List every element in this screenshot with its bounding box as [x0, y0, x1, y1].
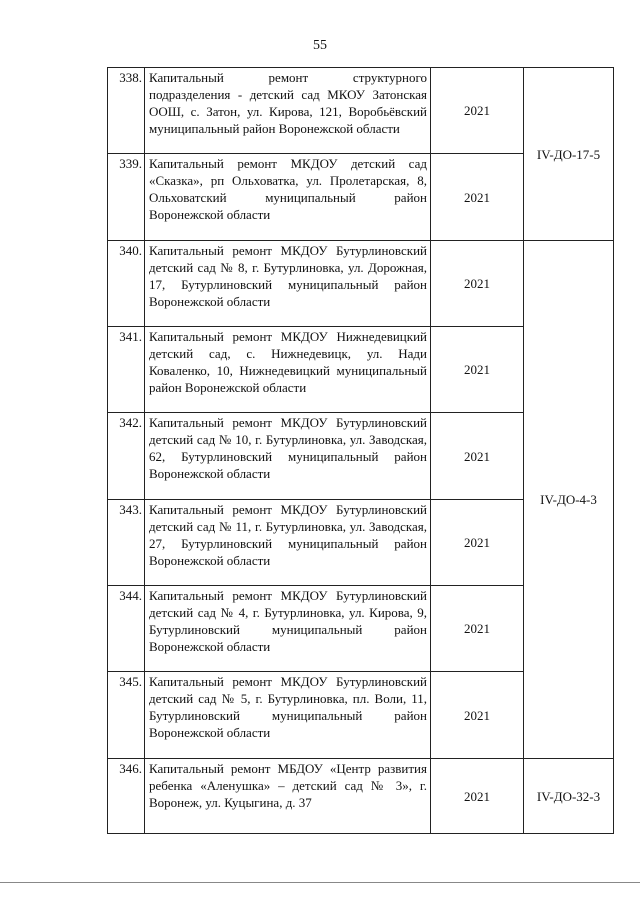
row-year: 2021	[431, 154, 524, 241]
row-number: 343.	[108, 500, 145, 586]
row-year: 2021	[431, 586, 524, 672]
row-description: Капитальный ремонт МКДОУ Бутурлиновский детский сад № 4, г. Бутурлиновка, ул. Кирова, 9, Бутурлиновский муниципальный район Воронежской области	[145, 586, 431, 672]
row-year: 2021	[431, 672, 524, 759]
row-code: IV-ДО-32-3	[524, 759, 614, 834]
row-year: 2021	[431, 759, 524, 834]
table-row	[108, 68, 614, 154]
table-row	[108, 241, 614, 327]
row-year: 2021	[431, 241, 524, 327]
row-description: Капитальный ремонт МКДОУ Бутурлиновский детский сад № 8, г. Бутурлиновка, ул. Дорожная, 17, Бутурлиновский муниципальный район Воронежской области	[145, 241, 431, 327]
row-description: Капитальный ремонт структурного подразделения - детский сад МКОУ Затонская ООШ, с. Затон, ул. Кирова, 121, Воробьёвский муниципальный район Воронежской области	[145, 68, 431, 154]
row-number: 344.	[108, 586, 145, 672]
row-number: 346.	[108, 759, 145, 834]
footer-divider	[0, 882, 640, 883]
row-description: Капитальный ремонт МКДОУ Бутурлиновский детский сад № 11, г. Бутурлиновка, ул. Заводская, 27, Бутурлиновский муниципальный район Воронежской области	[145, 500, 431, 586]
row-description: Капитальный ремонт МКДОУ Бутурлиновский детский сад № 5, г. Бутурлиновка, пл. Воли, 11, Бутурлиновский муниципальный район Воронежской области	[145, 672, 431, 759]
row-number: 339.	[108, 154, 145, 241]
page-number: 55	[313, 38, 327, 53]
row-number: 342.	[108, 413, 145, 500]
row-number: 341.	[108, 327, 145, 413]
register-table	[107, 67, 614, 834]
row-description: Капитальный ремонт МБДОУ «Центр развития ребенка «Аленушка» – детский сад № 3», г. Воронеж, ул. Куцыгина, д. 37	[145, 759, 431, 834]
row-code: IV-ДО-17-5	[524, 68, 614, 241]
row-year: 2021	[431, 413, 524, 500]
row-number: 338.	[108, 68, 145, 154]
row-code: IV-ДО-4-3	[524, 241, 614, 759]
row-year: 2021	[431, 500, 524, 586]
row-description: Капитальный ремонт МКДОУ детский сад «Сказка», рп Ольховатка, ул. Пролетарская, 8, Ольховатский муниципальный район Воронежской области	[145, 154, 431, 241]
row-number: 345.	[108, 672, 145, 759]
table-row	[108, 759, 614, 834]
row-description: Капитальный ремонт МКДОУ Бутурлиновский детский сад № 10, г. Бутурлиновка, ул. Заводская, 62, Бутурлиновский муниципальный район Воронежской области	[145, 413, 431, 500]
row-description: Капитальный ремонт МКДОУ Нижнедевицкий детский сад, с. Нижнедевицк, ул. Нади Коваленко, 10, Нижнедевицкий муниципальный район Воронежской области	[145, 327, 431, 413]
row-year: 2021	[431, 327, 524, 413]
row-number: 340.	[108, 241, 145, 327]
row-year: 2021	[431, 68, 524, 154]
